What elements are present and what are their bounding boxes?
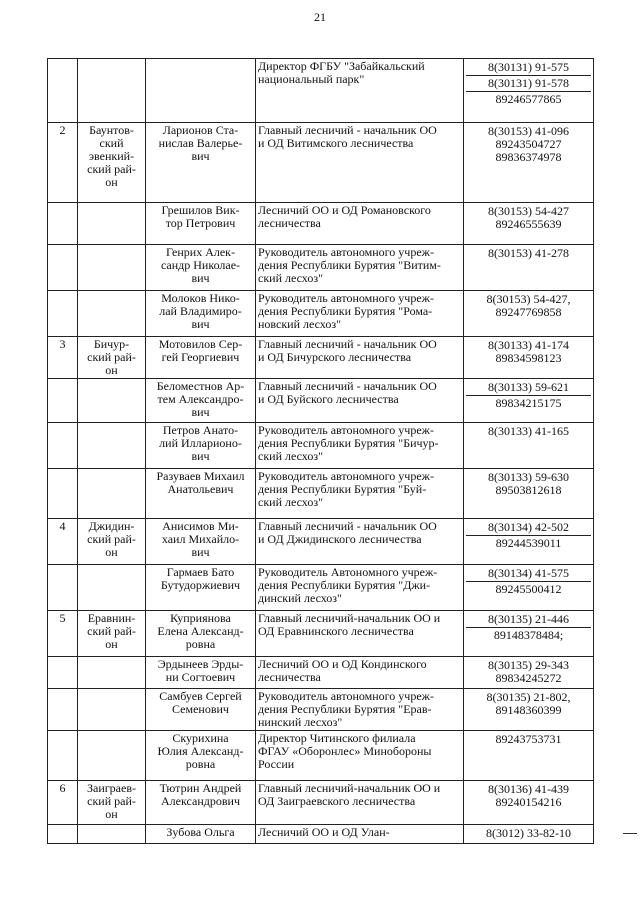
table-row	[48, 611, 594, 657]
person-name: Зубова Ольга	[166, 825, 235, 839]
position-cell: Главный лесничий - начальник ОО и ОД Бичурского лесничества	[258, 337, 437, 364]
table-row	[48, 781, 594, 825]
position-cell: Директор Читинского филиала ФГАУ «Оборонлес» Минобороны России	[258, 731, 432, 771]
phone-number: 8(30133) 41-165	[488, 424, 569, 438]
phone-number: 8(30153) 41-096 89243504727 89836374978	[488, 124, 569, 164]
contacts-table	[47, 58, 594, 844]
phone-cell	[464, 123, 594, 203]
phone-cell	[464, 423, 594, 469]
row-number: 2	[59, 123, 66, 137]
phone-cell	[464, 291, 594, 337]
person-name: Беломестнов Ар- тем Александро- вич	[156, 379, 245, 419]
phone-number: 89245500412	[466, 581, 591, 597]
table-row	[48, 469, 594, 519]
table-row	[48, 423, 594, 469]
table-row	[48, 825, 594, 844]
person-name: Петров Анато- лий Илларионо- вич	[159, 423, 242, 463]
row-number: 5	[59, 611, 66, 625]
table-row	[48, 203, 594, 245]
position-cell: Главный лесничий - начальник ОО и ОД Джидинского лесничества	[258, 519, 437, 546]
table-row	[48, 689, 594, 731]
position-cell: Директор ФГБУ "Забайкальский национальный парк"	[258, 59, 425, 86]
row-number: 4	[59, 519, 66, 533]
position-cell: Лесничий ОО и ОД Романовского лесничества	[258, 203, 431, 230]
position-cell: Лесничий ОО и ОД Кондинского лесничества	[258, 657, 427, 684]
position-cell: Главный лесничий-начальник ОО и ОД Заиграевского лесничества	[258, 781, 441, 808]
person-name: Генрих Алек- сандр Николае- вич	[160, 245, 241, 285]
phone-number: 8(30135) 21-446	[488, 612, 569, 626]
position-cell: Лесничий ОО и ОД Улан-	[258, 825, 390, 839]
position-cell: Руководитель автономного учреж- дения Республики Бурятия "Ерав- нинский лесхоз"	[258, 689, 434, 729]
table-row	[48, 731, 594, 781]
district-cell: Джидин- ский рай- он	[87, 519, 136, 559]
phone-cell	[464, 337, 594, 379]
position-cell: Руководитель автономного учреж- дения Республики Бурятия "Бичур- ский лесхоз"	[258, 423, 439, 463]
person-name: Тютрин Андрей Александрович	[159, 781, 242, 808]
phone-cell	[464, 731, 594, 781]
phone-cell	[464, 825, 594, 844]
phone-cell	[464, 657, 594, 689]
phone-cell	[464, 611, 594, 657]
person-name: Эрдынеев Эрды- ни Согтоевич	[157, 657, 244, 684]
person-name: Гармаев Бато Бутудоржиевич	[160, 565, 241, 592]
phone-number: 8(30131) 91-578	[466, 75, 591, 91]
person-name: Молоков Нико- лай Владимиро- вич	[159, 291, 242, 331]
phone-cell	[464, 565, 594, 611]
person-name: Анисимов Ми- хаил Михайло- вич	[161, 519, 240, 559]
phone-number: 8(30133) 59-630 89503812618	[488, 470, 569, 497]
phone-number: 8(30133) 59-621	[488, 380, 569, 394]
phone-number: 89246577865	[466, 91, 591, 107]
position-cell: Главный лесничий - начальник ОО и ОД Буйского лесничества	[258, 379, 437, 406]
person-name: Мотовилов Сер- гей Георгиевич	[158, 337, 243, 364]
row-number: 3	[59, 337, 66, 351]
district-cell: Заиграев- ский рай- он	[87, 781, 136, 821]
phone-number: 89834215175	[466, 395, 591, 411]
phone-number: 8(30131) 91-575	[488, 60, 569, 74]
table-row	[48, 565, 594, 611]
phone-cell	[464, 379, 594, 423]
table-row	[48, 291, 594, 337]
position-cell: Руководитель автономного учреж- дения Республики Бурятия "Рома- новский лесхоз"	[258, 291, 434, 331]
phone-cell	[464, 519, 594, 565]
phone-number: 8(30135) 29-343 89834245272	[488, 658, 569, 685]
phone-number: 89244539011	[466, 535, 591, 551]
page-number: 21	[314, 10, 326, 24]
phone-number: 8(30134) 42-502	[488, 520, 569, 534]
table-row	[48, 245, 594, 291]
phone-number: 8(30133) 41-174 89834598123	[488, 338, 569, 365]
table-row	[48, 379, 594, 423]
phone-number: 8(30153) 41-278	[488, 246, 569, 260]
person-name: Ларионов Ста- нислав Валерье- вич	[158, 123, 243, 163]
phone-number: 8(30135) 21-802, 89148360399	[486, 690, 571, 717]
phone-cell	[464, 689, 594, 731]
table-row	[48, 657, 594, 689]
position-cell: Руководитель автономного учреж- дения Республики Бурятия "Буй- ский лесхоз"	[258, 469, 434, 509]
district-cell: Баунтов- ский эвенкий- ский рай- он	[87, 123, 136, 189]
position-cell: Руководитель Автономного учреж- дения Республики Бурятия "Джи- динский лесхоз"	[258, 565, 438, 605]
person-name: Куприянова Елена Александ- ровна	[157, 611, 244, 651]
phone-number: 89243753731	[495, 732, 562, 746]
table-row	[48, 519, 594, 565]
table-row	[48, 337, 594, 379]
district-cell: Бичур- ский рай- он	[87, 337, 136, 377]
phone-cell	[464, 59, 594, 123]
phone-number: 8(30153) 54-427 89246555639	[488, 204, 569, 231]
phone-cell	[464, 781, 594, 825]
margin-dash	[623, 833, 637, 834]
person-name: Самбуев Сергей Семенович	[159, 689, 242, 716]
phone-cell	[464, 245, 594, 291]
phone-number: 8(30134) 41-575	[488, 566, 569, 580]
phone-number: 8(30153) 54-427, 89247769858	[486, 292, 571, 319]
person-name: Грешилов Вик- тор Петрович	[161, 203, 240, 230]
position-cell: Главный лесничий - начальник ОО и ОД Витимского лесничества	[258, 123, 437, 150]
district-cell: Еравнин- ский рай- он	[87, 611, 136, 651]
person-name: Скурихина Юлия Александ- ровна	[157, 731, 244, 771]
phone-number: 89148378484;	[466, 627, 591, 643]
row-number: 6	[59, 781, 66, 795]
position-cell: Руководитель автономного учреж- дения Республики Бурятия "Витим- ский лесхоз"	[258, 245, 441, 285]
position-cell: Главный лесничий-начальник ОО и ОД Еравнинского лесничества	[258, 611, 441, 638]
phone-cell	[464, 203, 594, 245]
table-row	[48, 123, 594, 203]
phone-cell	[464, 469, 594, 519]
table-row	[48, 59, 594, 123]
person-name: Разуваев Михаил Анатольевич	[156, 469, 245, 496]
phone-number: 8(3012) 33-82-10	[486, 826, 571, 840]
phone-number: 8(30136) 41-439 89240154216	[488, 782, 569, 809]
